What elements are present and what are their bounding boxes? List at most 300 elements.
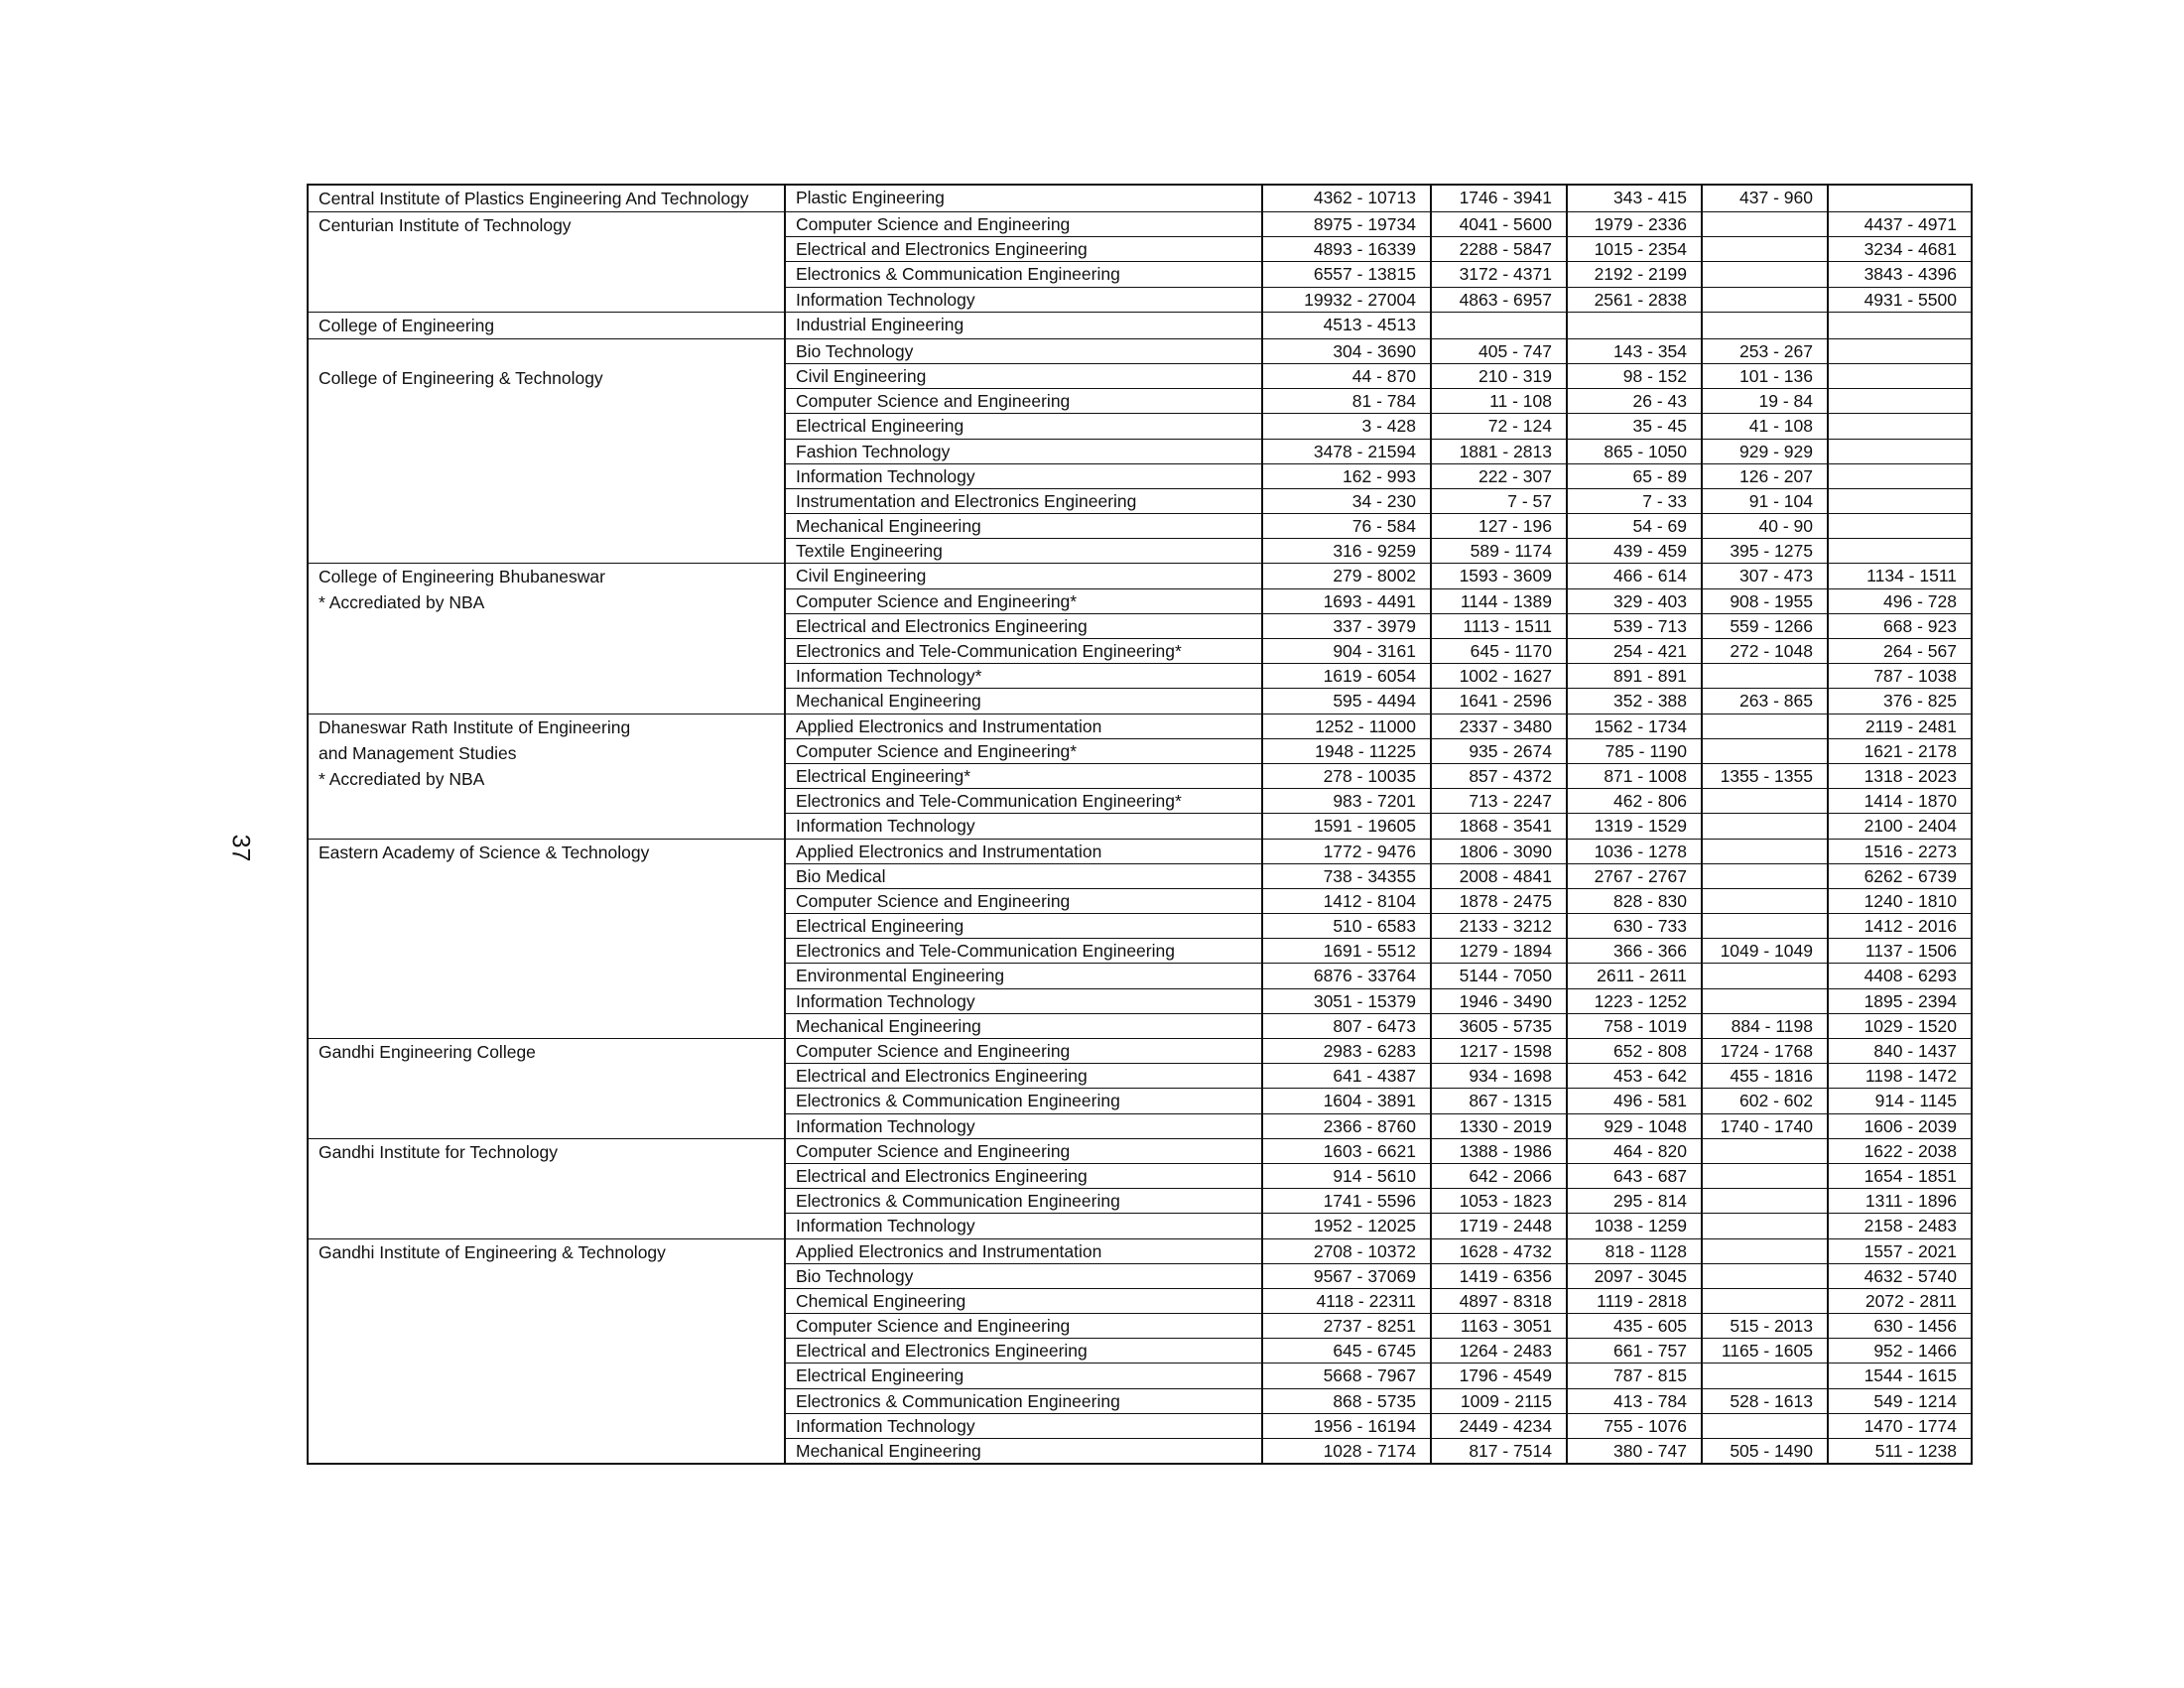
rank-range-cell: 91 - 104 [1702,488,1828,513]
rank-range-cell: 4041 - 5600 [1431,212,1567,237]
rank-range-cell: 595 - 4494 [1262,689,1431,714]
rank-range-cell [1828,363,1972,388]
rank-range-cell: 54 - 69 [1567,514,1702,539]
rank-range-cell: 643 - 687 [1567,1163,1702,1188]
rank-range-cell: 127 - 196 [1431,514,1567,539]
branch-cell: Information Technology [785,1214,1262,1238]
rank-range-cell: 1009 - 2115 [1431,1388,1567,1413]
rank-range-cell: 1606 - 2039 [1828,1113,1972,1138]
rank-range-cell: 642 - 2066 [1431,1163,1567,1188]
branch-cell: Information Technology [785,1113,1262,1138]
branch-cell: Electrical and Electronics Engineering [785,613,1262,638]
rank-range-cell: 1591 - 19605 [1262,814,1431,839]
branch-cell: Civil Engineering [785,363,1262,388]
rank-range-cell: 1163 - 3051 [1431,1314,1567,1339]
rank-range-cell: 162 - 993 [1262,463,1431,488]
rank-range-cell: 528 - 1613 [1702,1388,1828,1413]
rank-range-cell: 395 - 1275 [1702,539,1828,564]
rank-range-cell: 1038 - 1259 [1567,1214,1702,1238]
institute-name-line: College of Engineering Bhubaneswar [319,567,605,587]
institute-name-line: and Management Studies [319,742,517,763]
institute-cell [308,564,785,714]
rank-range-cell: 602 - 602 [1702,1089,1828,1113]
rank-range-cell: 376 - 825 [1828,689,1972,714]
rank-range-cell: 1621 - 2178 [1828,738,1972,763]
rank-range-cell: 19 - 84 [1702,389,1828,414]
rank-range-cell: 1144 - 1389 [1431,588,1567,613]
rank-range-cell: 884 - 1198 [1702,1013,1828,1038]
rank-range-cell [1702,1214,1828,1238]
rank-range-cell: 7 - 57 [1431,488,1567,513]
rank-range-cell: 929 - 1048 [1567,1113,1702,1138]
rank-range-cell: 1355 - 1355 [1702,763,1828,788]
rank-range-cell: 1264 - 2483 [1431,1339,1567,1363]
rank-range-cell: 1746 - 3941 [1431,185,1567,212]
rank-range-cell: 3843 - 4396 [1828,262,1972,287]
institute-cell [308,185,785,212]
branch-cell: Computer Science and Engineering [785,1314,1262,1339]
rank-range-cell: 787 - 815 [1567,1363,1702,1388]
institute-name-line: College of Engineering [319,315,495,335]
rank-range-cell: 755 - 1076 [1567,1413,1702,1438]
rank-range-cell [1702,738,1828,763]
rank-range-cell: 4863 - 6957 [1431,287,1567,312]
rank-range-cell: 6557 - 13815 [1262,262,1431,287]
rank-range-cell [1702,1363,1828,1388]
table-row [308,1039,1972,1064]
rank-range-cell: 254 - 421 [1567,639,1702,664]
branch-cell: Computer Science and Engineering [785,1138,1262,1163]
institute-name-line: * Accrediated by NBA [319,768,485,789]
branch-cell: Applied Electronics and Instrumentation [785,839,1262,863]
rank-range-cell: 304 - 3690 [1262,338,1431,363]
branch-cell: Computer Science and Engineering [785,1039,1262,1064]
institute-cell [308,212,785,313]
rank-range-cell: 505 - 1490 [1702,1439,1828,1465]
rank-range-cell: 462 - 806 [1567,789,1702,814]
rank-range-cell: 645 - 6745 [1262,1339,1431,1363]
rank-range-cell: 1557 - 2021 [1828,1238,1972,1263]
rank-table-body [308,185,1972,1464]
rank-range-cell: 405 - 747 [1431,338,1567,363]
rank-range-cell: 1641 - 2596 [1431,689,1567,714]
rank-range-cell: 511 - 1238 [1828,1439,1972,1465]
rank-range-cell: 4513 - 4513 [1262,312,1431,338]
rank-range-cell: 72 - 124 [1431,414,1567,439]
rank-range-cell: 1028 - 7174 [1262,1439,1431,1465]
rank-range-cell: 807 - 6473 [1262,1013,1431,1038]
rank-range-cell: 1412 - 2016 [1828,914,1972,939]
rank-range-cell: 272 - 1048 [1702,639,1828,664]
rank-range-cell [1702,789,1828,814]
rank-range-cell: 1252 - 11000 [1262,714,1431,738]
branch-cell: Instrumentation and Electronics Engineering [785,488,1262,513]
branch-cell: Mechanical Engineering [785,1439,1262,1465]
rank-range-cell: 2158 - 2483 [1828,1214,1972,1238]
rank-range-cell: 630 - 733 [1567,914,1702,939]
rank-range-cell [1702,714,1828,738]
rank-range-cell: 1388 - 1986 [1431,1138,1567,1163]
rank-range-cell: 9567 - 37069 [1262,1263,1431,1288]
rank-range-cell: 1741 - 5596 [1262,1189,1431,1214]
rank-range-cell: 1946 - 3490 [1431,988,1567,1013]
table-row [308,1238,1972,1263]
rank-range-cell [1828,414,1972,439]
branch-cell: Chemical Engineering [785,1288,1262,1313]
rank-range-cell: 337 - 3979 [1262,613,1431,638]
rank-range-cell: 1516 - 2273 [1828,839,1972,863]
branch-cell: Electrical and Electronics Engineering [785,1339,1262,1363]
branch-cell: Electronics & Communication Engineering [785,1189,1262,1214]
table-row [308,338,1972,363]
rank-range-cell [1567,312,1702,338]
rank-range-cell: 435 - 605 [1567,1314,1702,1339]
rank-range-cell: 4931 - 5500 [1828,287,1972,312]
rank-range-cell: 2008 - 4841 [1431,863,1567,888]
rank-range-cell: 668 - 923 [1828,613,1972,638]
rank-range-cell: 464 - 820 [1567,1138,1702,1163]
rank-range-cell: 210 - 319 [1431,363,1567,388]
rank-range-cell: 713 - 2247 [1431,789,1567,814]
rank-range-cell: 1740 - 1740 [1702,1113,1828,1138]
rank-range-cell [1431,312,1567,338]
rank-range-cell: 1319 - 1529 [1567,814,1702,839]
rank-range-cell [1702,1138,1828,1163]
rank-range-cell: 914 - 1145 [1828,1089,1972,1113]
branch-cell: Plastic Engineering [785,185,1262,212]
table-row [308,839,1972,863]
rank-range-cell: 1119 - 2818 [1567,1288,1702,1313]
rank-range-cell: 26 - 43 [1567,389,1702,414]
institute-cell [308,839,785,1039]
rank-range-cell [1702,888,1828,913]
rank-range-cell: 4897 - 8318 [1431,1288,1567,1313]
rank-range-cell: 1470 - 1774 [1828,1413,1972,1438]
rank-range-cell: 1217 - 1598 [1431,1039,1567,1064]
rank-range-cell: 2288 - 5847 [1431,237,1567,262]
rank-range-cell: 3605 - 5735 [1431,1013,1567,1038]
rank-range-cell: 279 - 8002 [1262,564,1431,588]
rank-range-cell: 1806 - 3090 [1431,839,1567,863]
branch-cell: Environmental Engineering [785,964,1262,988]
rank-range-cell: 983 - 7201 [1262,789,1431,814]
rank-range-cell: 222 - 307 [1431,463,1567,488]
rank-range-cell: 41 - 108 [1702,414,1828,439]
rank-range-cell: 2192 - 2199 [1567,262,1702,287]
branch-cell: Civil Engineering [785,564,1262,588]
branch-cell: Information Technology [785,1413,1262,1438]
institute-name-line: Eastern Academy of Science & Technology [319,842,650,862]
rank-range-cell: 1036 - 1278 [1567,839,1702,863]
rank-range-cell: 1053 - 1823 [1431,1189,1567,1214]
rank-range-cell: 4893 - 16339 [1262,237,1431,262]
rank-range-cell: 6262 - 6739 [1828,863,1972,888]
rank-range-cell: 278 - 10035 [1262,763,1431,788]
branch-cell: Electrical and Electronics Engineering [785,1163,1262,1188]
table-row [308,1138,1972,1163]
rank-range-cell: 1948 - 11225 [1262,738,1431,763]
rank-range-cell: 4437 - 4971 [1828,212,1972,237]
rank-range-cell: 19932 - 27004 [1262,287,1431,312]
rank-range-cell: 785 - 1190 [1567,738,1702,763]
rank-range-cell: 2737 - 8251 [1262,1314,1431,1339]
rank-range-cell: 865 - 1050 [1567,439,1702,463]
rank-range-cell: 81 - 784 [1262,389,1431,414]
rank-range-cell [1828,439,1972,463]
rank-range-cell: 2072 - 2811 [1828,1288,1972,1313]
rank-range-cell: 11 - 108 [1431,389,1567,414]
branch-cell: Electrical and Electronics Engineering [785,237,1262,262]
rank-range-cell: 44 - 870 [1262,363,1431,388]
branch-cell: Electronics & Communication Engineering [785,262,1262,287]
branch-cell: Computer Science and Engineering [785,389,1262,414]
rank-range-cell: 1419 - 6356 [1431,1263,1567,1288]
rank-range-cell [1702,863,1828,888]
branch-cell: Electronics & Communication Engineering [785,1388,1262,1413]
rank-range-cell: 840 - 1437 [1828,1039,1972,1064]
rank-range-cell: 2449 - 4234 [1431,1413,1567,1438]
rank-range-cell: 65 - 89 [1567,463,1702,488]
rank-range-cell: 1113 - 1511 [1431,613,1567,638]
rank-range-cell: 35 - 45 [1567,414,1702,439]
branch-cell: Electronics and Tele-Communication Engineering* [785,789,1262,814]
institute-name-line: Gandhi Engineering College [319,1042,536,1062]
institute-name-line: Central Institute of Plastics Engineering And Technology [319,189,749,208]
rank-range-cell: 549 - 1214 [1828,1388,1972,1413]
rank-range-cell: 952 - 1466 [1828,1339,1972,1363]
rank-range-cell: 1311 - 1896 [1828,1189,1972,1214]
branch-cell: Electronics & Communication Engineering [785,1089,1262,1113]
rank-range-cell: 1691 - 5512 [1262,939,1431,964]
rank-range-cell: 1881 - 2813 [1431,439,1567,463]
rank-range-cell: 935 - 2674 [1431,738,1567,763]
rank-range-cell: 352 - 388 [1567,689,1702,714]
rank-range-cell: 1165 - 1605 [1702,1339,1828,1363]
rank-range-cell: 559 - 1266 [1702,613,1828,638]
rank-range-cell: 455 - 1816 [1702,1064,1828,1089]
rank-range-cell: 1049 - 1049 [1702,939,1828,964]
rank-range-cell [1828,312,1972,338]
rank-range-cell [1702,964,1828,988]
rank-range-cell: 329 - 403 [1567,588,1702,613]
rank-table [307,184,1973,1465]
rank-range-cell: 496 - 728 [1828,588,1972,613]
page-number: 37 [226,834,255,862]
branch-cell: Information Technology [785,988,1262,1013]
rank-range-cell: 645 - 1170 [1431,639,1567,664]
rank-range-cell: 3051 - 15379 [1262,988,1431,1013]
rank-range-cell: 934 - 1698 [1431,1064,1567,1089]
rank-range-cell: 1654 - 1851 [1828,1163,1972,1188]
rank-range-cell: 8975 - 19734 [1262,212,1431,237]
branch-cell: Computer Science and Engineering* [785,588,1262,613]
rank-range-cell [1702,664,1828,689]
rank-range-cell [1702,212,1828,237]
rank-range-cell: 4408 - 6293 [1828,964,1972,988]
rank-range-cell [1702,1413,1828,1438]
rank-range-cell: 2337 - 3480 [1431,714,1567,738]
rank-range-cell: 661 - 757 [1567,1339,1702,1363]
rank-range-cell: 453 - 642 [1567,1064,1702,1089]
branch-cell: Applied Electronics and Instrumentation [785,714,1262,738]
table-row [308,185,1972,212]
rank-range-cell: 1693 - 4491 [1262,588,1431,613]
rank-range-cell: 1956 - 16194 [1262,1413,1431,1438]
rank-range-cell: 4362 - 10713 [1262,185,1431,212]
rank-range-cell: 143 - 354 [1567,338,1702,363]
rank-range-cell: 515 - 2013 [1702,1314,1828,1339]
table-row [308,564,1972,588]
rank-range-cell [1702,988,1828,1013]
institute-cell [308,338,785,564]
branch-cell: Computer Science and Engineering [785,888,1262,913]
branch-cell: Electrical Engineering [785,414,1262,439]
rank-range-cell: 1952 - 12025 [1262,1214,1431,1238]
rank-range-cell: 1279 - 1894 [1431,939,1567,964]
rank-range-cell: 1544 - 1615 [1828,1363,1972,1388]
branch-cell: Information Technology* [785,664,1262,689]
rank-range-cell: 787 - 1038 [1828,664,1972,689]
rank-range-cell: 466 - 614 [1567,564,1702,588]
branch-cell: Electrical and Electronics Engineering [785,1064,1262,1089]
rank-range-cell: 1619 - 6054 [1262,664,1431,689]
rank-range-cell: 1562 - 1734 [1567,714,1702,738]
rank-range-cell: 1772 - 9476 [1262,839,1431,863]
rank-range-cell: 316 - 9259 [1262,539,1431,564]
institute-cell [308,1238,785,1464]
branch-cell: Electronics and Tele-Communication Engineering* [785,639,1262,664]
rank-range-cell: 1002 - 1627 [1431,664,1567,689]
rank-range-cell: 380 - 747 [1567,1439,1702,1465]
branch-cell: Bio Medical [785,863,1262,888]
rank-range-cell: 1593 - 3609 [1431,564,1567,588]
rank-range-cell: 738 - 34355 [1262,863,1431,888]
rank-range-cell: 2100 - 2404 [1828,814,1972,839]
rank-range-cell [1702,1189,1828,1214]
rank-range-cell [1702,1238,1828,1263]
rank-range-cell: 589 - 1174 [1431,539,1567,564]
institute-name-line: Centurian Institute of Technology [319,215,572,235]
rank-range-cell: 891 - 891 [1567,664,1702,689]
rank-range-cell [1828,389,1972,414]
rank-range-cell: 1724 - 1768 [1702,1039,1828,1064]
rank-range-cell: 2119 - 2481 [1828,714,1972,738]
rank-range-cell: 1878 - 2475 [1431,888,1567,913]
rank-range-cell: 6876 - 33764 [1262,964,1431,988]
institute-cell [308,312,785,338]
rank-range-cell: 2611 - 2611 [1567,964,1702,988]
rank-range-cell [1702,814,1828,839]
rank-range-cell: 437 - 960 [1702,185,1828,212]
rank-range-cell: 264 - 567 [1828,639,1972,664]
rank-range-cell: 818 - 1128 [1567,1238,1702,1263]
rank-range-cell: 652 - 808 [1567,1039,1702,1064]
rank-range-cell: 1868 - 3541 [1431,814,1567,839]
rank-range-cell: 2983 - 6283 [1262,1039,1431,1064]
rank-range-cell: 539 - 713 [1567,613,1702,638]
rank-range-cell: 1029 - 1520 [1828,1013,1972,1038]
rank-range-cell: 1134 - 1511 [1828,564,1972,588]
rank-range-cell: 908 - 1955 [1702,588,1828,613]
rank-range-cell: 98 - 152 [1567,363,1702,388]
rank-range-cell: 1622 - 2038 [1828,1138,1972,1163]
rank-range-cell [1828,185,1972,212]
rank-range-cell [1702,1263,1828,1288]
branch-cell: Computer Science and Engineering [785,212,1262,237]
rank-range-cell: 1412 - 8104 [1262,888,1431,913]
rank-range-cell: 263 - 865 [1702,689,1828,714]
branch-cell: Applied Electronics and Instrumentation [785,1238,1262,1263]
rank-range-cell [1702,312,1828,338]
rank-range-cell: 4118 - 22311 [1262,1288,1431,1313]
rank-range-cell: 413 - 784 [1567,1388,1702,1413]
rank-range-cell: 2133 - 3212 [1431,914,1567,939]
rank-range-cell: 101 - 136 [1702,363,1828,388]
branch-cell: Electronics and Tele-Communication Engineering [785,939,1262,964]
table-row [308,312,1972,338]
branch-cell: Electrical Engineering* [785,763,1262,788]
rank-range-cell: 1137 - 1506 [1828,939,1972,964]
rank-range-cell: 1330 - 2019 [1431,1113,1567,1138]
rank-range-cell: 40 - 90 [1702,514,1828,539]
rank-range-cell: 7 - 33 [1567,488,1702,513]
rank-range-cell: 828 - 830 [1567,888,1702,913]
rank-range-cell: 126 - 207 [1702,463,1828,488]
branch-cell: Mechanical Engineering [785,514,1262,539]
branch-cell: Industrial Engineering [785,312,1262,338]
institute-cell [308,714,785,839]
rank-range-cell [1828,488,1972,513]
rank-range-cell: 496 - 581 [1567,1089,1702,1113]
branch-cell: Mechanical Engineering [785,689,1262,714]
branch-cell: Information Technology [785,814,1262,839]
rank-range-cell: 630 - 1456 [1828,1314,1972,1339]
rank-range-cell: 3172 - 4371 [1431,262,1567,287]
rank-range-cell: 307 - 473 [1702,564,1828,588]
branch-cell: Computer Science and Engineering* [785,738,1262,763]
rank-range-cell: 1240 - 1810 [1828,888,1972,913]
rank-range-cell: 2097 - 3045 [1567,1263,1702,1288]
rank-range-cell: 2561 - 2838 [1567,287,1702,312]
table-row [308,714,1972,738]
branch-cell: Electrical Engineering [785,914,1262,939]
rank-range-cell: 3 - 428 [1262,414,1431,439]
rank-range-cell: 904 - 3161 [1262,639,1431,664]
rank-range-cell: 817 - 7514 [1431,1439,1567,1465]
rank-range-cell [1702,262,1828,287]
rank-range-cell: 1318 - 2023 [1828,763,1972,788]
rank-range-cell: 366 - 366 [1567,939,1702,964]
rank-range-cell [1828,539,1972,564]
rank-range-cell: 343 - 415 [1567,185,1702,212]
branch-cell: Textile Engineering [785,539,1262,564]
branch-cell: Electrical Engineering [785,1363,1262,1388]
rank-range-cell: 1796 - 4549 [1431,1363,1567,1388]
rank-range-cell: 871 - 1008 [1567,763,1702,788]
rank-range-cell: 1895 - 2394 [1828,988,1972,1013]
rank-range-cell [1828,463,1972,488]
branch-cell: Information Technology [785,463,1262,488]
branch-cell: Information Technology [785,287,1262,312]
rank-range-cell: 295 - 814 [1567,1189,1702,1214]
rank-range-cell: 929 - 929 [1702,439,1828,463]
rank-range-cell: 2366 - 8760 [1262,1113,1431,1138]
institute-name-line: Gandhi Institute for Technology [319,1141,558,1162]
rank-range-cell [1702,237,1828,262]
branch-cell: Bio Technology [785,338,1262,363]
rank-range-cell: 1414 - 1870 [1828,789,1972,814]
branch-cell: Bio Technology [785,1263,1262,1288]
